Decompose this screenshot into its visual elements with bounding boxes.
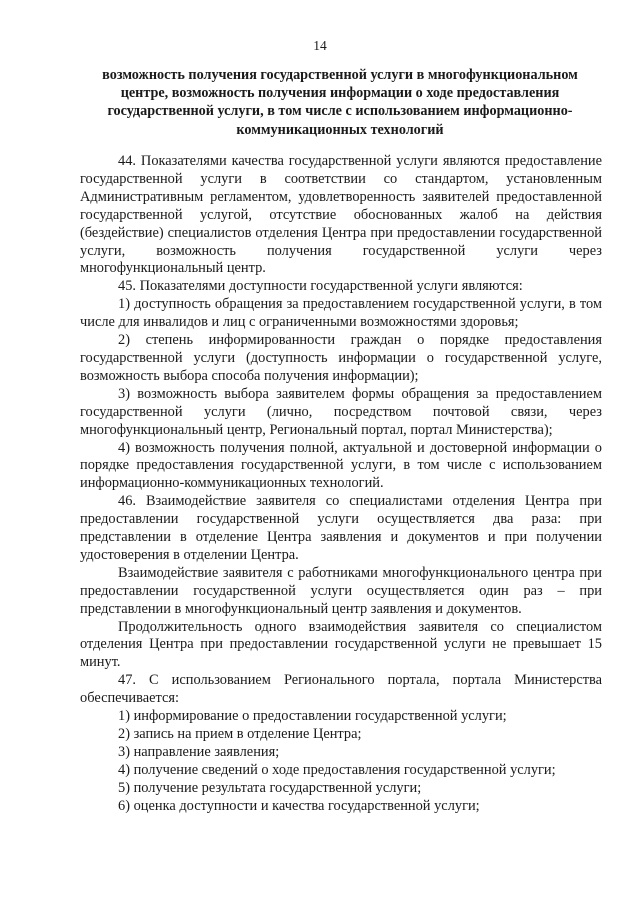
list-item-47-5: 5) получение результата государственной услуги; (118, 779, 422, 796)
paragraph-46-mfc: Взаимодействие заявителя с работниками многофункционального центра при предоставлении государственной услуги осуществляется один раз – при представлении в многофункциональный центр заявления и документов. (80, 564, 602, 617)
paragraph-44: 44. Показателями качества государственной услуги являются предоставление государственной услуги в соответствии со стандартом, установленным Административным регламентом, удовлетворенность заявителей предоставленной государственной услугой, отсутствие обоснованных жалоб на действия (бездействие) специалистов отделения Центра при предоставлении государственной услуги, возможность получения государственной услуги через многофункциональный центр. (80, 153, 602, 277)
section-heading: возможность получения государственной услуги в многофункциональном центре, возможность получения информации о ходе предоставления государственной услуги, в том числе с использованием информационно-коммуникационных технологий (102, 67, 578, 138)
paragraph-46: 46. Взаимодействие заявителя со специалистами отделения Центра при предоставлении государственной услуги осуществляется два раза: при представлении в отделение Центра заявления и документов и при получении удостоверения в отделении Центра. (80, 493, 602, 563)
paragraph-45: 45. Показателями доступности государственной услуги являются: (118, 278, 523, 295)
paragraph-47: 47. С использованием Регионального портала, портала Министерства обеспечивается: (80, 672, 602, 707)
page-number: 14 (313, 38, 327, 53)
document-body (80, 153, 602, 816)
paragraph-46-duration: Продолжительность одного взаимодействия заявителя со специалистом отделения Центра при предоставлении государственной услуги не превышает 15 минут. (80, 618, 602, 671)
list-item-45-2: 2) степень информированности граждан о порядке предоставления государственной услуги (доступность информации о государственной услуге, возможность выбора способа получения информации); (80, 332, 602, 384)
list-item-47-4: 4) получение сведений о ходе предоставления государственной услуги; (118, 761, 556, 778)
list-item-45-3: 3) возможность выбора заявителем формы обращения за предоставлением государственной услуги (лично, посредством почтовой связи, через многофункциональный центр, Региональный портал, портал Министерства); (80, 385, 602, 438)
list-item-47-1: 1) информирование о предоставлении государственной услуги; (118, 708, 507, 725)
list-item-47-3: 3) направление заявления; (118, 743, 280, 760)
list-item-47-6: 6) оценка доступности и качества государственной услуги; (118, 797, 480, 814)
list-item-45-1: 1) доступность обращения за предоставлением государственной услуги, в том числе для инвалидов и лиц с ограниченными возможностями здоровья; (80, 296, 602, 331)
list-item-47-2: 2) запись на прием в отделение Центра; (118, 726, 362, 742)
list-item-45-4: 4) возможность получения полной, актуальной и достоверной информации о порядке предоставления государственной услуги, в том числе с использованием информационно-коммуникационных технологий. (80, 439, 602, 492)
